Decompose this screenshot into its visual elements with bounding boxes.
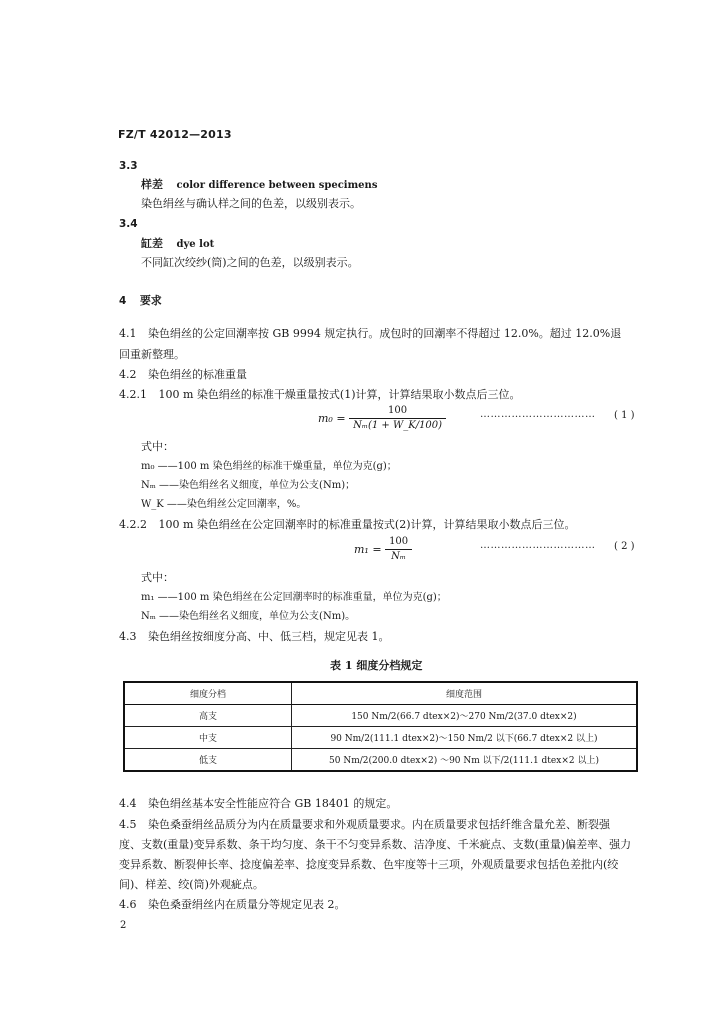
table-caption: 表 1 细度分档规定 <box>330 659 423 672</box>
variable-definition: m₀ ——100 m 染色绢丝的标准干燥重量，单位为克(g)； <box>141 461 397 472</box>
standard-code-header: FZ/T 42012—2013 <box>118 128 232 141</box>
clause-number: 4.2 <box>119 368 137 381</box>
variable-definition: Nₘ ——染色绢丝名义细度，单位为公支(Nm)； <box>141 480 356 491</box>
term-heading <box>141 178 377 193</box>
clause-number: 4.2.1 <box>119 388 147 401</box>
clause-4-1 <box>119 327 621 341</box>
section-title: 要求 <box>139 294 162 307</box>
term-en: dye lot <box>176 239 215 250</box>
clause-number: 4.5 <box>119 818 137 831</box>
formula-denominator: Nₘ(1 + W_K/100) <box>353 420 443 431</box>
term-number: 3.3 <box>119 160 138 172</box>
term-en: color difference between specimens <box>176 180 378 191</box>
formula-leader-dots: …………………………… <box>480 540 596 551</box>
table-header-cell: 细度范围 <box>292 682 638 705</box>
clause-text: 染色绢丝的公定回潮率按 GB 9994 规定执行。成包时的回潮率不得超过 12.0%。超过 12.0%退 <box>148 327 622 340</box>
formula-leader-dots: …………………………… <box>480 409 596 420</box>
clause-4-5 <box>119 818 610 832</box>
table-cell: 150 Nm/2(66.7 dtex×2)～270 Nm/2(37.0 dtex×2) <box>292 705 638 727</box>
formula-fraction <box>349 405 446 432</box>
term-cn: 样差 <box>141 178 163 191</box>
term-number: 3.4 <box>119 218 138 230</box>
table-cell: 中支 <box>124 727 292 749</box>
section-number: 4 <box>119 295 127 307</box>
fineness-grade-table <box>123 681 638 772</box>
table-cell: 50 Nm/2(200.0 dtex×2) ～90 Nm 以下/2(111.1 dtex×2 以上) <box>292 749 638 772</box>
formula-2 <box>354 536 412 563</box>
page-number: 2 <box>120 920 127 931</box>
clause-4-3 <box>119 630 390 644</box>
formula-tag: ( 2 ) <box>614 541 635 552</box>
formula-lhs: m₁ = <box>354 543 382 556</box>
clause-4-4 <box>119 797 397 811</box>
clause-text: 染色绢丝的标准重量 <box>148 368 247 381</box>
variable-definition: m₁ ——100 m 染色绢丝在公定回潮率时的标准重量，单位为克(g)； <box>141 592 447 603</box>
clause-4-2-2 <box>119 518 576 532</box>
clause-4-6 <box>119 898 346 912</box>
clause-text: 染色桑蚕绢丝内在质量分等规定见表 2。 <box>148 898 346 911</box>
where-label: 式中： <box>141 571 174 584</box>
clause-4-2-1 <box>119 388 521 402</box>
term-definition: 染色绢丝与确认样之间的色差，以级别表示。 <box>141 197 361 210</box>
table-row <box>124 749 637 772</box>
term-definition: 不同缸次绞纱(筒)之间的色差，以级别表示。 <box>141 256 359 269</box>
clause-4-1-cont: 回重新整理。 <box>119 348 185 361</box>
clause-number: 4.2.2 <box>119 518 147 531</box>
term-cn: 缸差 <box>141 237 163 250</box>
table-cell: 高支 <box>124 705 292 727</box>
clause-text: 100 m 染色绢丝在公定回潮率时的标准重量按式(2)计算，计算结果取小数点后三位。 <box>158 518 576 531</box>
formula-lhs: m₀ = <box>318 412 346 425</box>
clause-text: 染色绢丝按细度分高、中、低三档，规定见表 1。 <box>148 630 390 643</box>
clause-4-5-cont: 间)、样差、绞(筒)外观疵点。 <box>119 878 264 891</box>
clause-number: 4.6 <box>119 898 137 911</box>
table-cell: 低支 <box>124 749 292 772</box>
table-row <box>124 727 637 749</box>
section-heading <box>119 294 162 308</box>
clause-number: 4.3 <box>119 630 137 643</box>
table-header-cell: 细度分档 <box>124 682 292 705</box>
where-label: 式中： <box>141 440 174 453</box>
variable-definition: Nₘ ——染色绢丝名义细度，单位为公支(Nm)。 <box>141 611 356 622</box>
clause-number: 4.1 <box>119 327 137 340</box>
formula-1 <box>318 405 446 432</box>
clause-text: 100 m 染色绢丝的标准干燥重量按式(1)计算，计算结果取小数点后三位。 <box>158 388 521 401</box>
clause-number: 4.4 <box>119 797 137 810</box>
table-row <box>124 705 637 727</box>
formula-denominator: Nₘ <box>391 551 407 562</box>
formula-numerator: 100 <box>385 536 412 550</box>
clause-text: 染色桑蚕绢丝品质分为内在质量要求和外观质量要求。内在质量要求包括纤维含量允差、断裂强 <box>148 818 610 831</box>
clause-4-5-cont: 度、支数(重量)变异系数、条干均匀度、条干不匀变异系数、洁净度、千米疵点、支数(重量)偏差率、强力 <box>119 838 632 851</box>
clause-4-2 <box>119 368 247 382</box>
table-header-row <box>124 682 637 705</box>
clause-4-5-cont: 变异系数、断裂伸长率、捻度偏差率、捻度变异系数、色牢度等十三项，外观质量要求包括色差批内(绞 <box>119 858 619 871</box>
formula-fraction <box>385 536 412 563</box>
variable-definition: W_K ——染色绢丝公定回潮率，%。 <box>141 499 307 510</box>
formula-tag: ( 1 ) <box>614 410 635 421</box>
term-heading <box>141 237 214 252</box>
table-cell: 90 Nm/2(111.1 dtex×2)～150 Nm/2 以下(66.7 dtex×2 以上) <box>292 727 638 749</box>
formula-numerator: 100 <box>349 405 446 419</box>
clause-text: 染色绢丝基本安全性能应符合 GB 18401 的规定。 <box>148 797 398 810</box>
